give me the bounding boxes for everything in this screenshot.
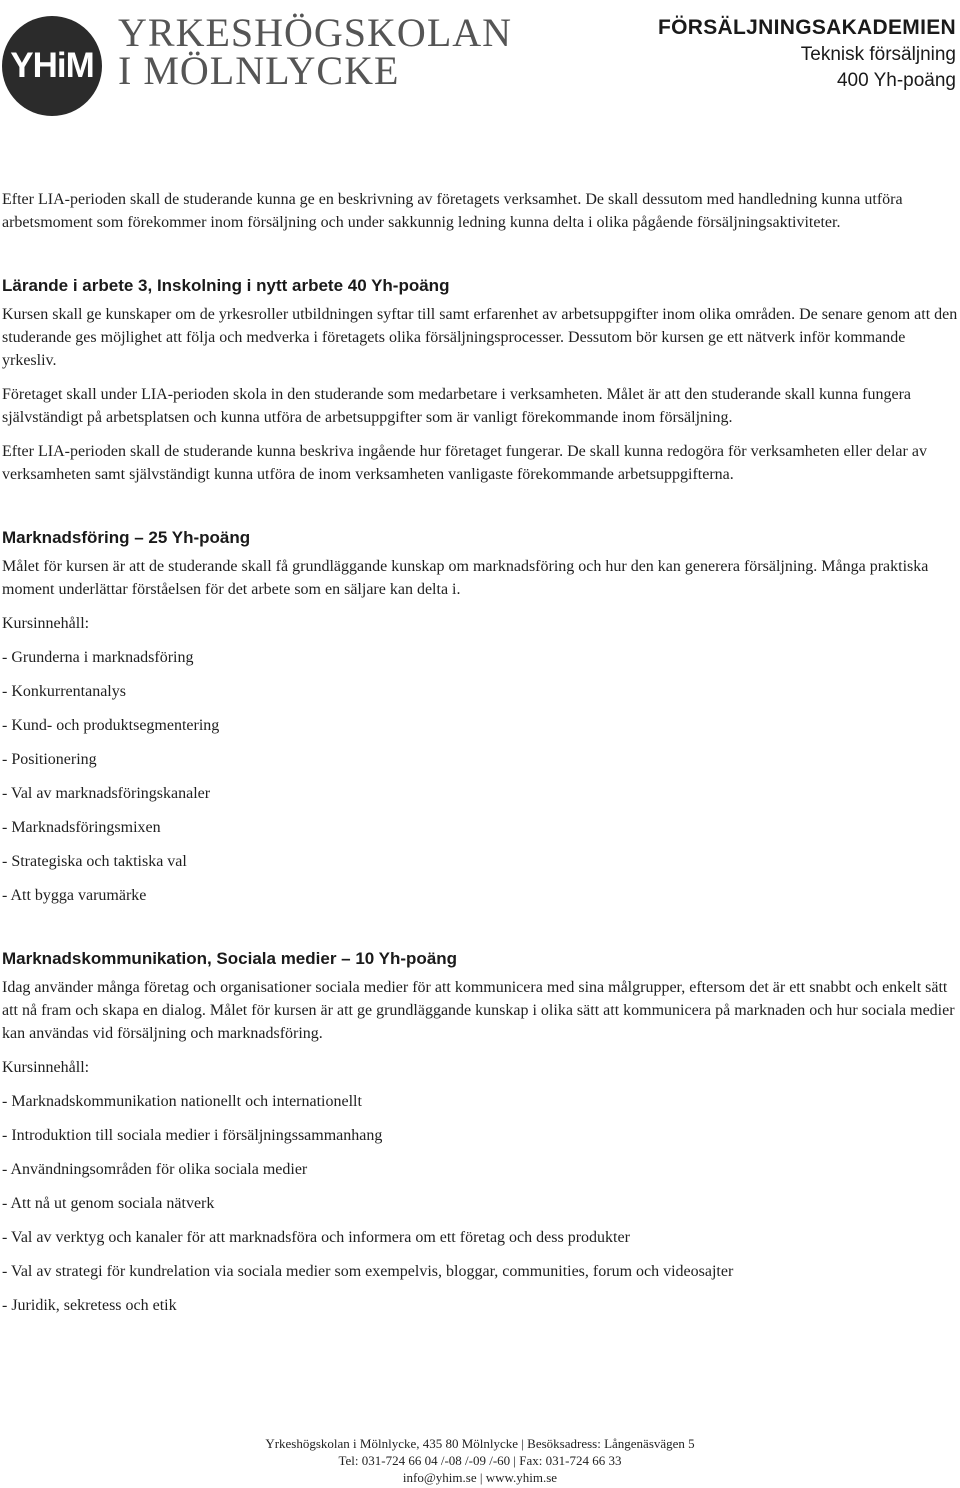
list-item: - Strategiska och taktiska val — [2, 853, 187, 870]
intro-paragraph: Efter LIA-perioden skall de studerande kunna ge en beskrivning av företagets verksamhet. De skall dessutom med handledning kunna utföra arbetsmoment som förekommer inom försäljning och under sakkunnig ledning kunna delta i olika pågående försäljningsaktiviteter. — [2, 191, 903, 231]
school-name-line1: YRKESHÖGSKOLAN — [118, 10, 513, 55]
list-item: - Introduktion till sociala medier i försäljningssammanhang — [2, 1127, 383, 1144]
paragraph: Idag använder många företag och organisationer sociala medier för att kommunicera med sina målgrupper, eftersom det är ett snabbt och enkelt sätt att nå fram och skapa en dialog. Målet för kursen är att ge grundläggande kunskap i olika sätt att kommunicera på marknaden och hur sociala medier kan användas vid försäljning och marknadsföring. — [2, 979, 955, 1042]
section-marknadsforing — [2, 527, 958, 907]
list-item: - Konkurrentanalys — [2, 683, 126, 700]
section-larande-i-arbete — [2, 275, 958, 486]
section-title: Lärande i arbete 3, Inskolning i nytt arbete 40 Yh-poäng — [2, 276, 450, 295]
list-item: - Val av marknadsföringskanaler — [2, 785, 211, 802]
section-title: Marknadskommunikation, Sociala medier – 10 Yh-poäng — [2, 949, 458, 968]
program-header — [658, 14, 956, 94]
content-label: Kursinnehåll: — [2, 615, 90, 632]
school-name-line2: I MÖLNLYCKE — [118, 48, 400, 93]
list-item: - Användningsområden för olika sociala medier — [2, 1161, 308, 1178]
paragraph: Efter LIA-perioden skall de studerande kunna beskriva ingående hur företaget fungerar. De skall kunna redogöra för verksamheten eller delar av verksamheten samt självständigt kunna utföra de inom verksamheten vanligaste förekommande arbetsuppgifterna. — [2, 443, 927, 483]
list-item: - Kund- och produktsegmentering — [2, 717, 220, 734]
paragraph: Kursen skall ge kunskaper om de yrkesroller utbildningen syftar till samt erfarenhet av arbetsuppgifter inom olika områden. De senare genom att den studerande ges möjlighet att följa och medverka i företagets olika försäljningsprocesser. Dessutom bör kursen ge ett nätverk inför kommande yrkesliv. — [2, 306, 958, 369]
list-item: - Val av verktyg och kanaler för att marknadsföra och informera om ett företag och dess produkter — [2, 1229, 630, 1246]
logo-badge — [2, 16, 102, 116]
main-content — [2, 188, 958, 1328]
footer-address: Yrkeshögskolan i Mölnlycke, 435 80 Mölnlycke | Besöksadress: Långenäsvägen 5 — [265, 1436, 695, 1451]
list-item: - Att bygga varumärke — [2, 887, 147, 904]
list-item: - Marknadskommunikation nationellt och internationellt — [2, 1093, 362, 1110]
list-item: - Att nå ut genom sociala nätverk — [2, 1195, 215, 1212]
footer-contact: info@yhim.se | www.yhim.se — [402, 1470, 558, 1485]
program-title: FÖRSÄLJNINGSAKADEMIEN — [658, 16, 956, 39]
list-item: - Marknadsföringsmixen — [2, 819, 161, 836]
list-item: - Val av strategi för kundrelation via sociala medier som exempelvis, bloggar, communities, forum och videosajter — [2, 1263, 734, 1280]
paragraph: Företaget skall under LIA-perioden skola in den studerande som medarbetare i verksamheten. Målet är att den studerande skall kunna fungera självständigt på arbetsplatsen och kunna utföra de arbetsuppgifter som är vanligt förekommande inom försäljning. — [2, 386, 912, 426]
logo-text: YHiM — [10, 46, 94, 85]
program-points: 400 Yh-poäng — [836, 70, 956, 91]
program-subtitle: Teknisk försäljning — [800, 44, 956, 65]
list-item: - Juridik, sekretess och etik — [2, 1297, 177, 1314]
section-marknadskommunikation — [2, 948, 958, 1317]
content-label: Kursinnehåll: — [2, 1059, 90, 1076]
paragraph: Målet för kursen är att de studerande skall få grundläggande kunskap om marknadsföring och hur den kan generera försäljning. Många praktiska moment underlättar förståelsen för det arbete som en säljare kan delta i. — [2, 558, 929, 598]
footer — [0, 1435, 960, 1486]
footer-phone: Tel: 031-724 66 04 /-08 /-09 /-60 | Fax: 031-724 66 33 — [338, 1453, 622, 1468]
section-title: Marknadsföring – 25 Yh-poäng — [2, 528, 251, 547]
school-name — [118, 10, 513, 93]
list-item: - Grunderna i marknadsföring — [2, 649, 194, 666]
list-item: - Positionering — [2, 751, 97, 768]
